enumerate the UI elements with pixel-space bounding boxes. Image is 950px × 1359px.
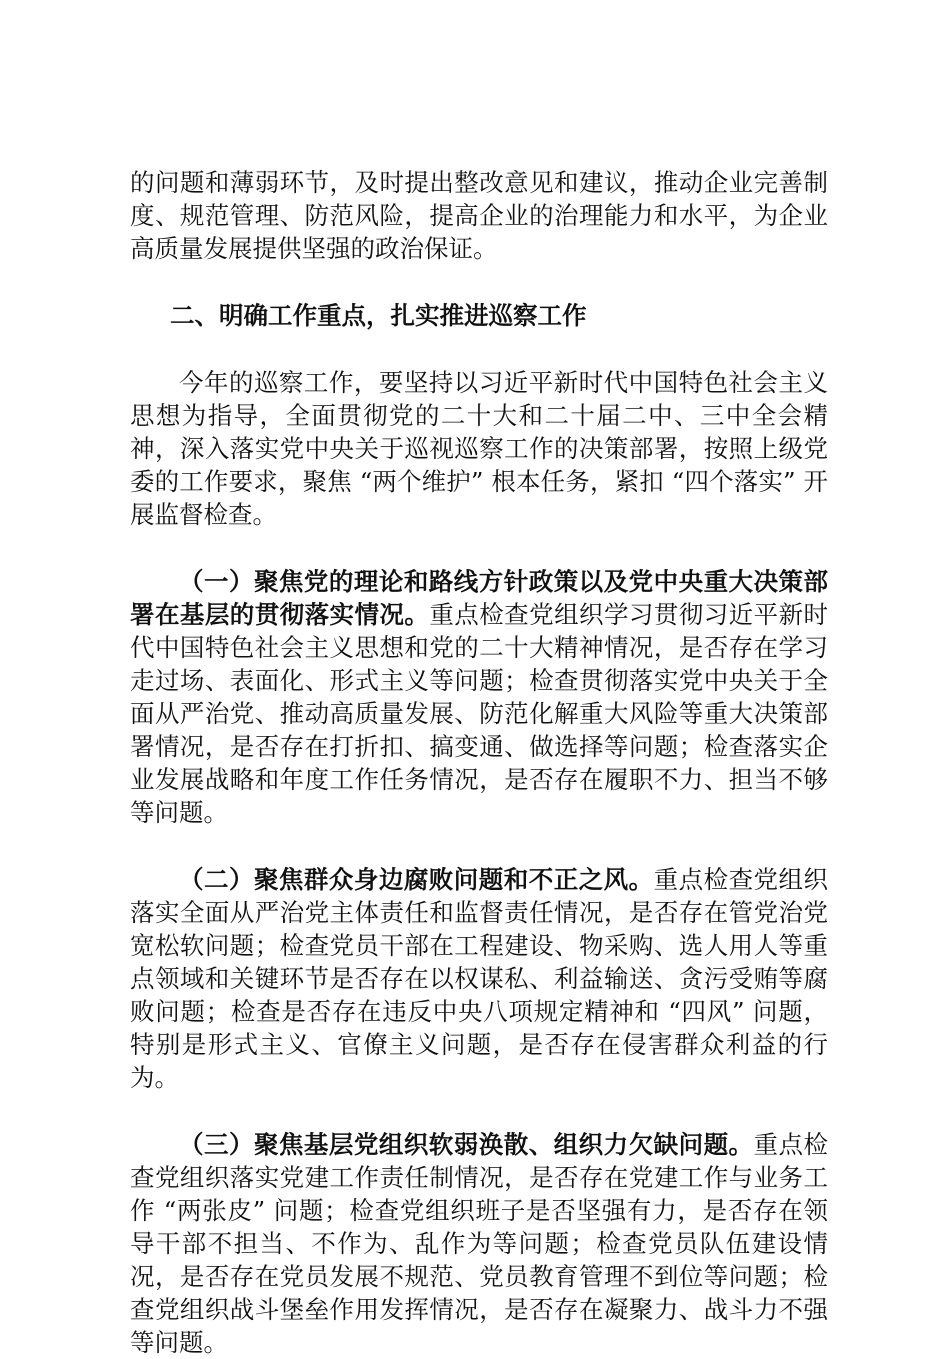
item-3-body: 重点检查党组织落实党建工作责任制情况，是否存在党建工作与业务工作 “两张皮” 问题；检查党组织班子是否坚强有力，是否存在领导干部不担当、不作为、乱作为等问题；检查党员队伍建设情况，是否存在党员发展不规范、党员教育管理不到位等问题；检查党组织战斗堡垒作用发挥情况，是否存在凝聚力、战斗力不强等问题。 <box>130 1130 829 1357</box>
paragraph-item-2 <box>130 863 828 1094</box>
item-1-lead: （一）聚焦党的理论和路线方针政策以及党中央重大决策部署在基层的贯彻落实情况。 <box>130 567 828 629</box>
section-heading: 二、明确工作重点，扎实推进巡察工作 <box>170 301 587 330</box>
item-1-body: 重点检查党组织学习贯彻习近平新时代中国特色社会主义思想和党的二十大精神情况，是否存在学习走过场、表面化、形式主义等问题；检查贯彻落实党中央关于全面从严治党、推动高质量发展、防范化解重大风险等重大决策部署情况，是否存在打折扣、搞变通、做选择等问题；检查落实企业发展战略和年度工作任务情况，是否存在履职不力、担当不够等问题。 <box>130 600 829 827</box>
item-3-lead: （三）聚焦基层党组织软弱涣散、组织力欠缺问题。 <box>179 1130 754 1159</box>
item-2-body: 重点检查党组织落实全面从严治党主体责任和监督责任情况，是否存在管党治党宽松软问题；检查党员干部在工程建设、物采购、选人用人等重点领域和关键环节是否存在以权谋私、利益输送、贪污受贿等腐败问题；检查是否存在违反中央八项规定精神和 “四风” 问题，特别是形式主义、官僚主义问题，是否存在侵害群众利益的行为。 <box>130 865 829 1092</box>
document-page <box>130 166 828 1359</box>
paragraph-item-3 <box>130 1128 828 1359</box>
item-2-lead: （二）聚焦群众身边腐败问题和不正之风。 <box>179 865 654 894</box>
paragraph-continuation: 的问题和薄弱环节，及时提出整改意见和建议，推动企业完善制度、规范管理、防范风险，提高企业的治理能力和水平，为企业高质量发展提供坚强的政治保证。 <box>130 168 828 263</box>
paragraph-intro: 今年的巡察工作，要坚持以习近平新时代中国特色社会主义思想为指导，全面贯彻党的二十大和二十届二中、三中全会精神，深入落实党中央关于巡视巡察工作的决策部署，按照上级党委的工作要求，聚焦 “两个维护” 根本任务，紧扣 “四个落实” 开展监督检查。 <box>130 368 828 529</box>
paragraph-item-1 <box>130 565 828 829</box>
